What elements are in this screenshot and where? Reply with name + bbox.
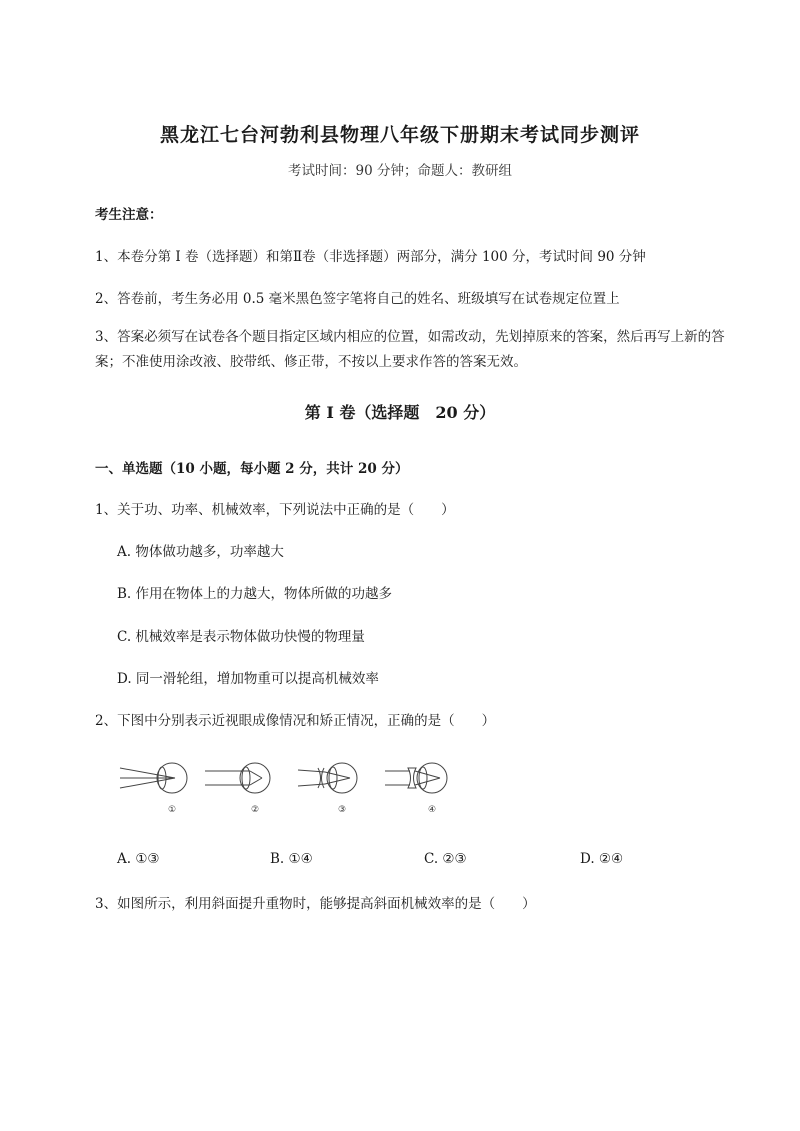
question-1-option-a: A. 物体做功越多，功率越大 <box>117 544 284 560</box>
eye-diagram-1 <box>120 763 187 793</box>
question-1-option-d: D. 同一滑轮组，增加物重可以提高机械效率 <box>117 671 379 687</box>
eye-diagram-3 <box>298 763 357 793</box>
question-2-option-b: B. ①④ <box>270 851 313 867</box>
figure-label-4: ④ <box>427 805 437 815</box>
section-title: 第 I 卷（选择题 20 分） <box>304 403 496 422</box>
notice-item-3: 3、答案必须写在试卷各个题目指定区域内相应的位置，如需改动，先划掉原来的答案，然后再写上新的答案；不准使用涂改液、胶带纸、修正带，不按以上要求作答的答案无效。 <box>95 329 725 370</box>
eye-diagram-2 <box>205 763 270 793</box>
question-1-stem: 1、关于功、功率、机械效率，下列说法中正确的是（ ） <box>95 502 455 518</box>
exam-info: 考试时间：90 分钟；命题人：教研组 <box>288 163 512 179</box>
question-2-option-a: A. ①③ <box>117 851 160 867</box>
notice-heading: 考生注意： <box>95 207 163 223</box>
question-2-stem: 2、下图中分别表示近视眼成像情况和矫正情况，正确的是（ ） <box>95 713 496 729</box>
figure-label-2: ② <box>250 805 260 815</box>
question-2-option-d: D. ②④ <box>580 851 624 867</box>
question-1-option-c: C. 机械效率是表示物体做功快慢的物理量 <box>117 629 365 645</box>
notice-item-1: 1、本卷分第 I 卷（选择题）和第Ⅱ卷（非选择题）两部分，满分 100 分，考试时间 90 分钟 <box>95 249 646 265</box>
notice-item-2: 2、答卷前，考生务必用 0.5 毫米黑色签字笔将自己的姓名、班级填写在试卷规定位置上 <box>95 291 620 307</box>
part-heading: 一、单选题（10 小题，每小题 2 分，共计 20 分） <box>95 461 409 477</box>
figure-label-1: ① <box>167 805 177 815</box>
figure-label-3: ③ <box>337 805 347 815</box>
question-2-option-c: C. ②③ <box>424 851 467 867</box>
eye-diagram-figure <box>110 756 470 820</box>
page-title: 黑龙江七台河勃利县物理八年级下册期末考试同步测评 <box>159 124 640 146</box>
eye-diagram-4 <box>385 763 447 793</box>
question-1-option-b: B. 作用在物体上的力越大，物体所做的功越多 <box>117 586 393 602</box>
question-3-stem: 3、如图所示，利用斜面提升重物时，能够提高斜面机械效率的是（ ） <box>95 896 536 912</box>
